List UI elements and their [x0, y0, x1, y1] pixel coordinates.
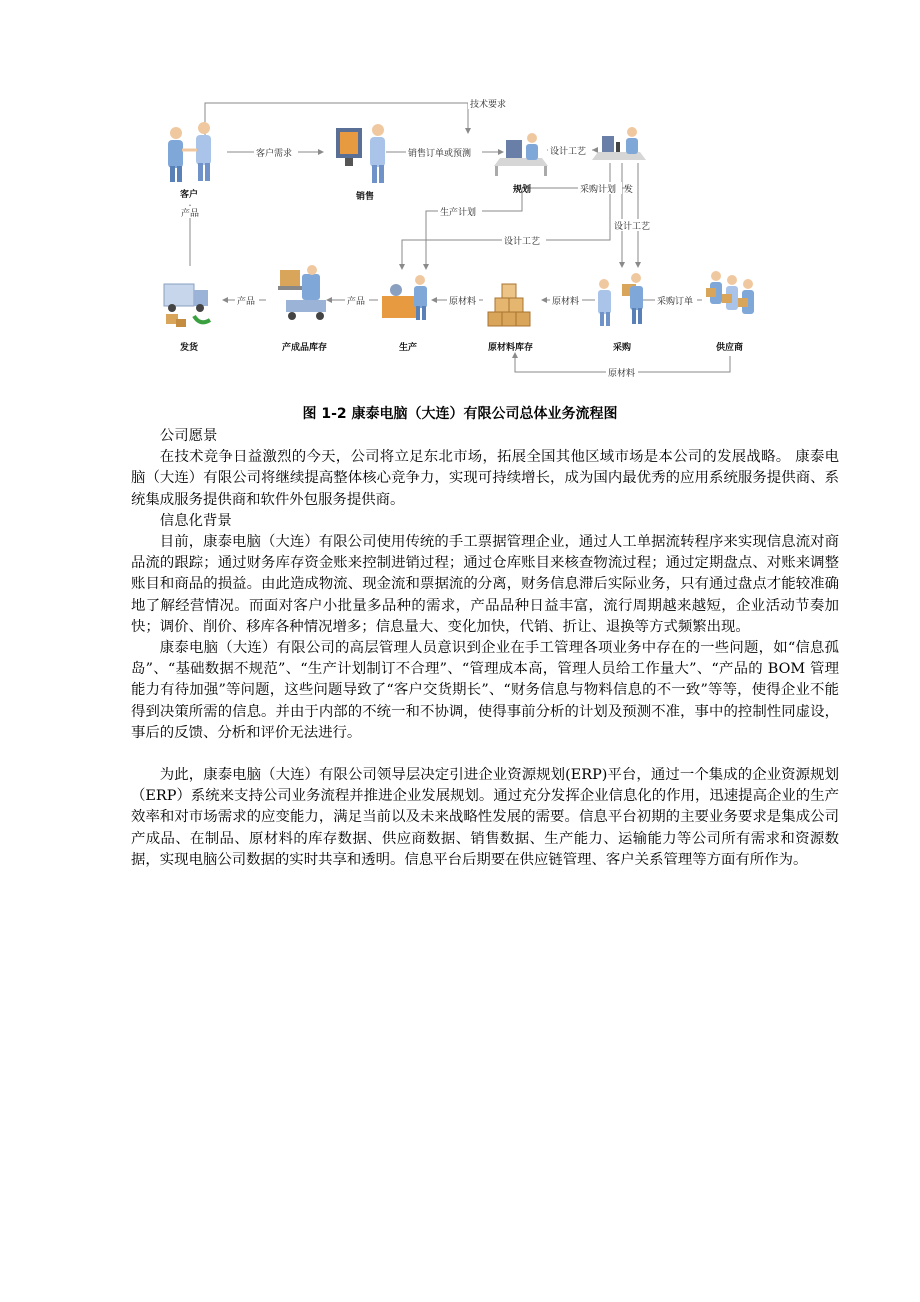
- edge-label-product-1: 产品: [181, 209, 200, 219]
- section-heading-vision: 公司愿景: [159, 428, 218, 444]
- sales-icon: [336, 124, 385, 183]
- customer-icon: [168, 122, 211, 182]
- edge-label-design-process-1: 设计工艺: [550, 147, 587, 157]
- paragraph-background-3: 为此，康泰电脑（大连）有限公司领导层决定引进企业资源规划(ERP)平台，通过一个集成的企业资源规划（ERP）系统来支持公司业务流程并推进企业发展规划。通过充分发挥企业信息化的作用，迅速提高企业的生产效率和对市场需求的应变能力，满足当前以及未来战略性发展的需要。信息平台初期的主要业务要求是集成公司产成品、在制品、原材料的库存数据、供应商数据、销售数据、生产能力、运输能力等公司所有需求和资源数据，实现电脑公司数据的实时共享和透明。信息平台后期要在供应链管理、客户关系管理等方面有所作为。: [131, 767, 839, 868]
- document-body: [131, 426, 839, 871]
- flow-arrowheads: [187, 128, 642, 358]
- shipping-icon: [164, 284, 210, 327]
- figure-caption: 图 1-2 康泰电脑（大连）有限公司总体业务流程图: [302, 406, 618, 422]
- edge-label-product-3: 产品: [347, 297, 366, 307]
- production-icon: [382, 275, 427, 320]
- planning-icon: [494, 133, 548, 176]
- edge-label-customer-demand: 客户需求: [256, 149, 293, 159]
- edge-label-purchase-plan: 采购计划: [580, 185, 617, 195]
- node-label-supplier: 供应商: [716, 343, 744, 353]
- edge-label-raw-material-3: 原材料: [608, 369, 636, 379]
- edge-design-process-2: [402, 163, 610, 266]
- flow-connectors: [190, 103, 730, 372]
- business-flow-diagram: [150, 88, 770, 388]
- paragraph-spacer: [131, 744, 839, 765]
- node-label-shipping: 发货: [180, 343, 199, 353]
- edge-label-production-plan: 生产计划: [440, 208, 477, 218]
- purchasing-icon: [598, 273, 643, 326]
- paragraph-background-1: 目前，康泰电脑（大连）有限公司使用传统的手工票据管理企业，通过人工单据流转程序来实现信息流对商品流的跟踪；通过财务库存资金账来控制进销过程；通过仓库账目来核查物流过程；通过定期盘点、对账来调整账目和商品的损益。由此造成物流、现金流和票据流的分离，财务信息滞后实际业务，只有通过盘点才能较准确地了解经营情况。而面对客户小批量多品种的需求，产品品种日益丰富，流行周期越来越短，企业活动节奏加快；调价、削价、移库各种情况增多；信息量大、变化加快，代销、折让、退换等方式频繁出现。: [131, 534, 839, 635]
- edge-label-product-2: 产品: [237, 297, 256, 307]
- node-label-finished-goods: 产成品库存: [282, 343, 328, 353]
- node-label-raw-material-stock: 原材料库存: [488, 343, 534, 353]
- edge-label-purchase-order: 采购订单: [657, 297, 694, 307]
- engineering-desk-icon: [592, 127, 646, 160]
- edge-label-design-process-3: 设计工艺: [614, 222, 651, 232]
- paragraph-background-2: 康泰电脑（大连）有限公司的高层管理人员意识到企业在手工管理各项业务中存在的一些问题，如“信息孤岛”、“基础数据不规范”、“生产计划制订不合理”、“管理成本高，管理人员给工作量大”、“产品的 BOM 管理能力有待加强”等问题，这些问题导致了“客户交货期长”、“财务信息与物料信息的不一致”等等，使得企业不能得到决策所需的信息。并由于内部的不统一和不协调，使得事前分析的计划及预测不准，事中的控制性同虚设，事后的反馈、分析和评价无法进行。: [131, 640, 839, 741]
- edge-label-tech-requirements: 技术要求: [470, 100, 507, 110]
- edge-production-plan: [426, 188, 522, 266]
- finished-goods-icon: [278, 265, 326, 320]
- edge-label-issue: 发: [624, 185, 634, 195]
- node-label-customer: 客户: [180, 190, 199, 200]
- node-label-sales: 销售: [356, 192, 375, 202]
- node-label-purchasing: 采购: [613, 343, 632, 353]
- node-label-planning: 规划: [513, 185, 532, 195]
- edge-label-raw-material-1: 原材料: [449, 297, 477, 307]
- raw-material-stock-icon: [488, 284, 530, 326]
- node-label-production: 生产: [399, 343, 418, 353]
- edge-label-raw-material-2: 原材料: [552, 297, 580, 307]
- section-heading-background: 信息化背景: [159, 512, 232, 529]
- edge-label-design-process-2: 设计工艺: [504, 237, 541, 247]
- paragraph-vision: 在技术竞争日益激烈的今天，公司将立足东北市场，拓展全国其他区域市场是本公司的发展战略。 康泰电脑（大连）有限公司将继续提高整体核心竞争力，实现可持续增长，成为国内最优秀的应用系统服务提供商、系统集成服务提供商和软件外包服务提供商。: [131, 449, 839, 508]
- edge-label-sales-order: 销售订单或预测: [408, 149, 472, 159]
- supplier-icon: [706, 271, 754, 314]
